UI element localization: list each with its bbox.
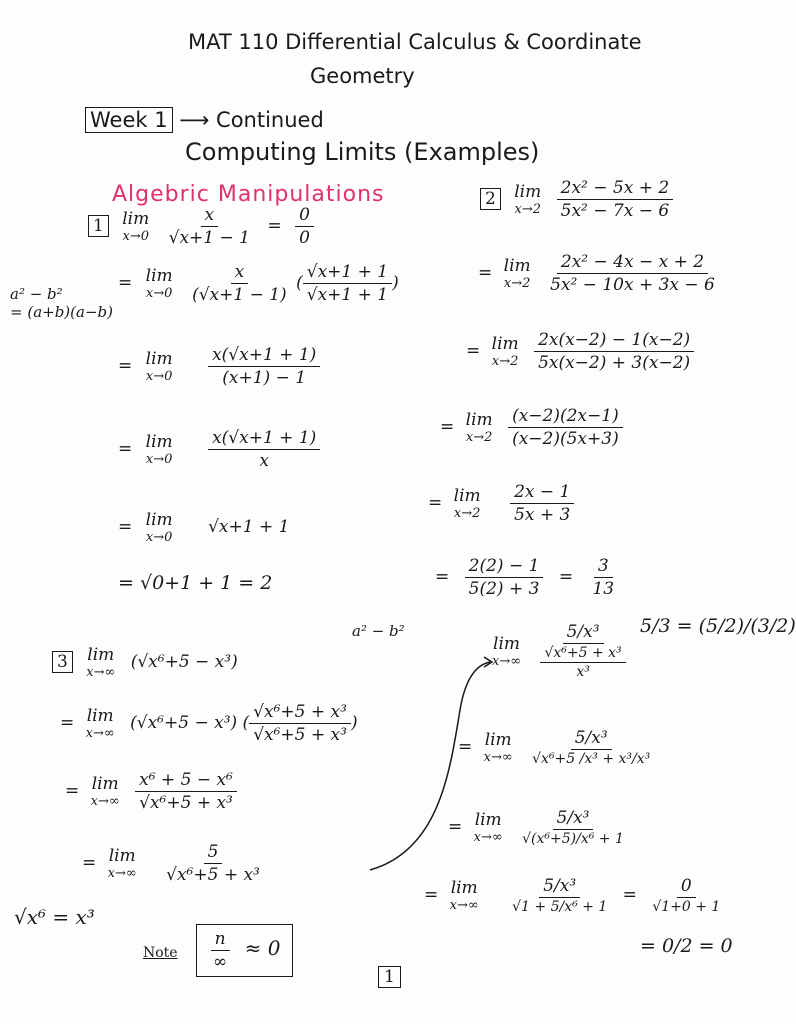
ex3-line1: 3 lim x→∞ (√x⁶+5 − x³) xyxy=(52,645,238,680)
sqrt-x6-note: √x⁶ = x³ xyxy=(14,905,95,929)
note-label: Note xyxy=(143,945,178,961)
ex2-line4: = lim x→2 $\frac{(x-2)(2x-1)}{(x-2)(5x+3)}$ xyxy=(440,406,623,449)
ex1-line4: = lim x→0 $\frac{x(√x+1 + 1)}{x}$ xyxy=(118,428,320,471)
subtitle: Algebric Manipulations xyxy=(112,182,385,207)
page-number: 1 xyxy=(378,966,401,988)
week-label: Week 1 xyxy=(85,107,173,133)
ex3-line2: = lim x→∞ (√x⁶+5 − x³) ( $\frac{\text{√x⁶+5 + x³}}{\text{√x⁶+5 + x³}}$ ) xyxy=(60,702,358,745)
diff-squares-note: a² − b² = (a+b)(a−b) xyxy=(10,285,113,321)
ex1-line3: = lim x→0 $\frac{x(√x+1 + 1)}{(x+1) - 1}$ xyxy=(118,345,320,388)
ex1-result: = √0+1 + 1 = 2 xyxy=(118,572,273,594)
ex3-r4: = lim x→∞ $\frac{\text{5/x³}}{\text{√1 + 5/x⁶ + 1}}$ = $\frac{0}{√1+0 + 1}$ xyxy=(424,876,721,915)
ex2-label: 2 xyxy=(480,188,501,210)
five-thirds-note: 5/3 = (5/2)/(3/2) xyxy=(640,615,796,637)
ex3-r2: = lim x→∞ $\frac{\text{5/x³}}{\text{√x⁶+5 /x³ + x³/x³}}$ xyxy=(458,728,651,767)
ex2-line1: 2 lim x→2 $\frac{\text{2x² − 5x + 2}}{\text{5x² − 7x − 6}}$ xyxy=(480,178,673,221)
ex3-final: = 0/2 = 0 xyxy=(640,935,733,957)
week-box xyxy=(85,108,324,132)
ex2-result: = $\frac{2(2) - 1}{5(2) + 3}$ = $\frac{3}{13}$ xyxy=(435,556,615,599)
ex1-line2: = lim x→0 $\frac{x}{(√x+1 - 1)}$ ( $\frac{√x+1 + 1}{√x+1 + 1}$ ) xyxy=(118,262,399,305)
week-continued: ⟶ Continued xyxy=(179,108,324,132)
ex2-line5: = lim x→2 $\frac{2x - 1}{5x + 3}$ xyxy=(428,482,574,525)
note-box: $\frac{n}{\infty}$ ≈ 0 xyxy=(196,924,293,977)
ex2-line3: = lim x→2 $\frac{2x(x-2) - 1(x-2)}{5x(x-2) + 3(x-2)}$ xyxy=(466,330,694,373)
section-title: Computing Limits (Examples) xyxy=(185,138,540,166)
ex3-line3: = lim x→∞ $\frac{\text{x⁶ + 5 − x⁶}}{\text{√x⁶+5 + x³}}$ xyxy=(65,770,237,813)
ex3-r3: = lim x→∞ $\frac{\text{5/x³}}{\text{√(x⁶+5)/x⁶ + 1}}$ xyxy=(448,808,624,847)
ex3-label: 3 xyxy=(52,651,73,673)
ex3-line4: = lim x→∞ $\frac{5}{\text{√x⁶+5 + x³}}$ xyxy=(82,842,260,885)
diff-squares-note-ex3: a² − b² xyxy=(352,622,405,640)
ex1-line1: 1 lim x→0 $\frac{x}{√x+1 - 1}$ = $\frac{0}{0}$ xyxy=(88,205,314,248)
course-title-line2: Geometry xyxy=(310,64,415,88)
connector-arrow xyxy=(350,650,500,880)
ex2-line2: = lim x→2 $\frac{\text{2x² − 4x − x + 2}}{\text{5x² − 10x + 3x − 6}}$ xyxy=(478,252,715,295)
ex1-line5: = lim x→0 √x+1 + 1 xyxy=(118,510,290,545)
course-title: MAT 110 Differential Calculus & Coordinate xyxy=(188,30,642,54)
ex1-label: 1 xyxy=(88,215,109,237)
ex3-r1: lim x→∞ $\frac{\text{5/x³}}{\frac{\text{√x⁶+5 + x³}}{\text{x³}}}$ xyxy=(492,622,630,680)
